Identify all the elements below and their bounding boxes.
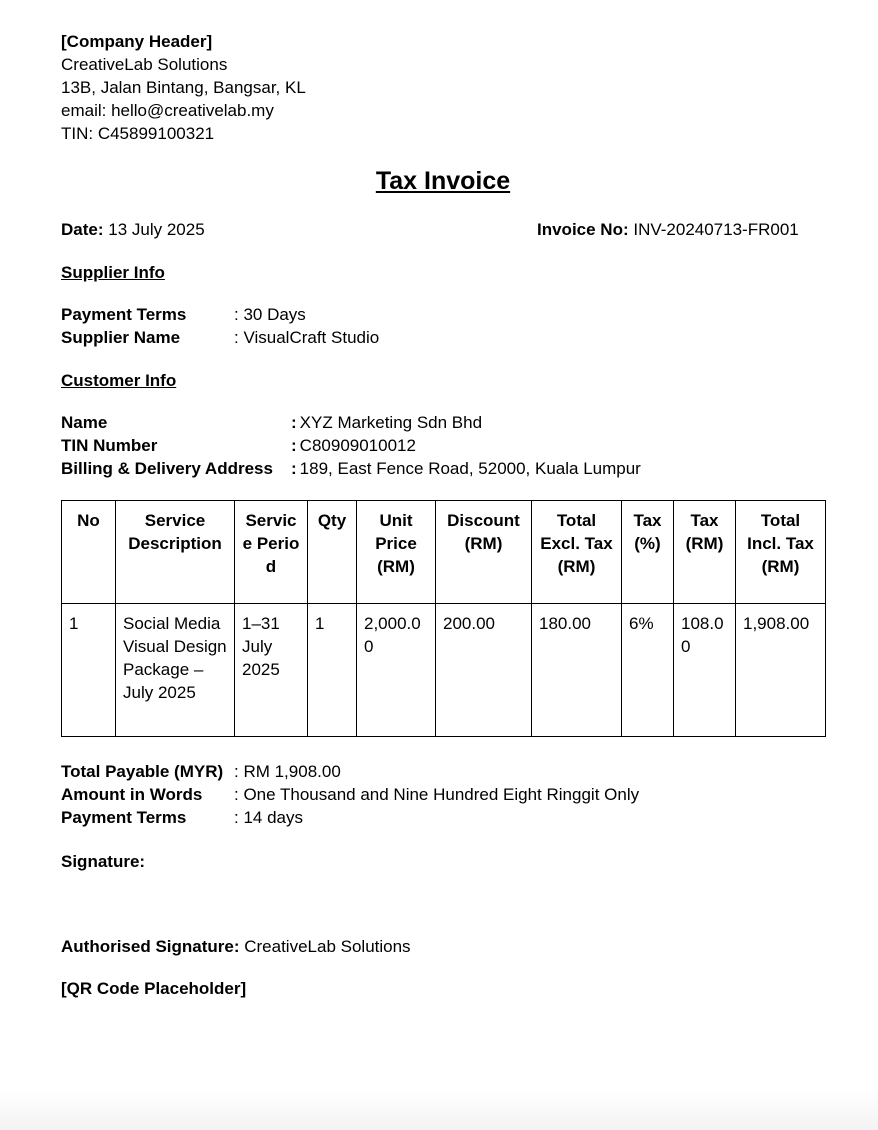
signature-label: Signature: — [61, 852, 146, 871]
supplier-info-heading: Supplier Info — [61, 263, 165, 282]
invoice-no-label: Invoice No: — [537, 220, 629, 239]
customer-info-heading: Customer Info — [61, 371, 177, 390]
col-header-tax-pct: Tax (%) — [622, 501, 674, 604]
invoice-number — [537, 218, 799, 241]
payment-terms-row — [61, 806, 639, 829]
cell-tax-rm: 108.00 — [674, 604, 736, 737]
cell-no: 1 — [62, 604, 116, 737]
amount-words-row — [61, 783, 639, 806]
table-row — [62, 604, 826, 737]
items-table — [61, 500, 826, 737]
col-header-total-incl: Total Incl. Tax (RM) — [736, 501, 826, 604]
col-header-no: No — [62, 501, 116, 604]
company-tin: TIN: C45899100321 — [61, 124, 215, 143]
col-header-description: Service Description — [116, 501, 235, 604]
payment-terms-value: : 14 days — [234, 808, 303, 827]
company-address: 13B, Jalan Bintang, Bangsar, KL — [61, 78, 306, 97]
date-invoice-row — [61, 218, 825, 241]
customer-info — [61, 411, 641, 480]
supplier-name-value: : VisualCraft Studio — [234, 328, 380, 347]
total-payable-value: : RM 1,908.00 — [234, 762, 341, 781]
amount-words-label: Amount in Words — [61, 785, 203, 804]
customer-tin-row — [61, 434, 641, 457]
supplier-payment-terms-row — [61, 303, 379, 326]
col-header-total-excl: Total Excl. Tax (RM) — [532, 501, 622, 604]
date-label: Date: — [61, 220, 104, 239]
invoice-no-value: INV-20240713-FR001 — [628, 220, 799, 239]
cell-description: Social Media Visual Design Package – July 2025 — [116, 604, 235, 737]
customer-name-value: XYZ Marketing Sdn Bhd — [299, 413, 483, 432]
cell-tax-pct: 6% — [622, 604, 674, 737]
payment-terms-label: Payment Terms — [61, 808, 187, 827]
customer-name-label: Name — [61, 413, 108, 432]
customer-tin-value: C80909010012 — [299, 436, 416, 455]
authorised-signature — [61, 935, 411, 958]
customer-tin-label: TIN Number — [61, 436, 158, 455]
qr-code-placeholder: [QR Code Placeholder] — [61, 979, 247, 998]
customer-address-value: 189, East Fence Road, 52000, Kuala Lumpur — [299, 459, 641, 478]
col-header-period: Service Period — [235, 501, 308, 604]
customer-address-label: Billing & Delivery Address — [61, 459, 273, 478]
supplier-info — [61, 303, 379, 349]
col-header-tax-rm: Tax (RM) — [674, 501, 736, 604]
col-header-qty: Qty — [308, 501, 357, 604]
page-bottom-shade — [0, 1090, 878, 1130]
supplier-name-label: Supplier Name — [61, 328, 181, 347]
totals-section — [61, 760, 639, 829]
company-name: CreativeLab Solutions — [61, 55, 228, 74]
col-header-unit-price: Unit Price (RM) — [357, 501, 436, 604]
invoice-title: Tax Invoice — [375, 167, 511, 195]
cell-period: 1–31 July 2025 — [235, 604, 308, 737]
table-header-row — [62, 501, 826, 604]
total-payable-row — [61, 760, 639, 783]
supplier-payment-terms-value: : 30 Days — [234, 305, 306, 324]
invoice-date — [61, 220, 205, 239]
cell-qty: 1 — [308, 604, 357, 737]
supplier-name-row — [61, 326, 379, 349]
cell-total-excl: 180.00 — [532, 604, 622, 737]
cell-total-incl: 1,908.00 — [736, 604, 826, 737]
supplier-payment-terms-label: Payment Terms — [61, 305, 187, 324]
invoice-page — [61, 30, 825, 998]
company-email: email: hello@creativelab.my — [61, 101, 274, 120]
cell-discount: 200.00 — [436, 604, 532, 737]
colon: : — [291, 436, 297, 455]
col-header-discount: Discount (RM) — [436, 501, 532, 604]
customer-name-row — [61, 411, 641, 434]
company-header-label: [Company Header] — [61, 32, 213, 51]
colon: : — [291, 459, 297, 478]
authorised-signature-value: CreativeLab Solutions — [239, 937, 411, 956]
total-payable-label: Total Payable (MYR) — [61, 762, 224, 781]
company-header — [61, 30, 825, 145]
customer-address-row — [61, 457, 641, 480]
date-value: 13 July 2025 — [103, 220, 205, 239]
authorised-signature-label: Authorised Signature: — [61, 937, 240, 956]
cell-unit-price: 2,000.00 — [357, 604, 436, 737]
colon: : — [291, 413, 297, 432]
amount-words-value: : One Thousand and Nine Hundred Eight Ringgit Only — [234, 785, 640, 804]
